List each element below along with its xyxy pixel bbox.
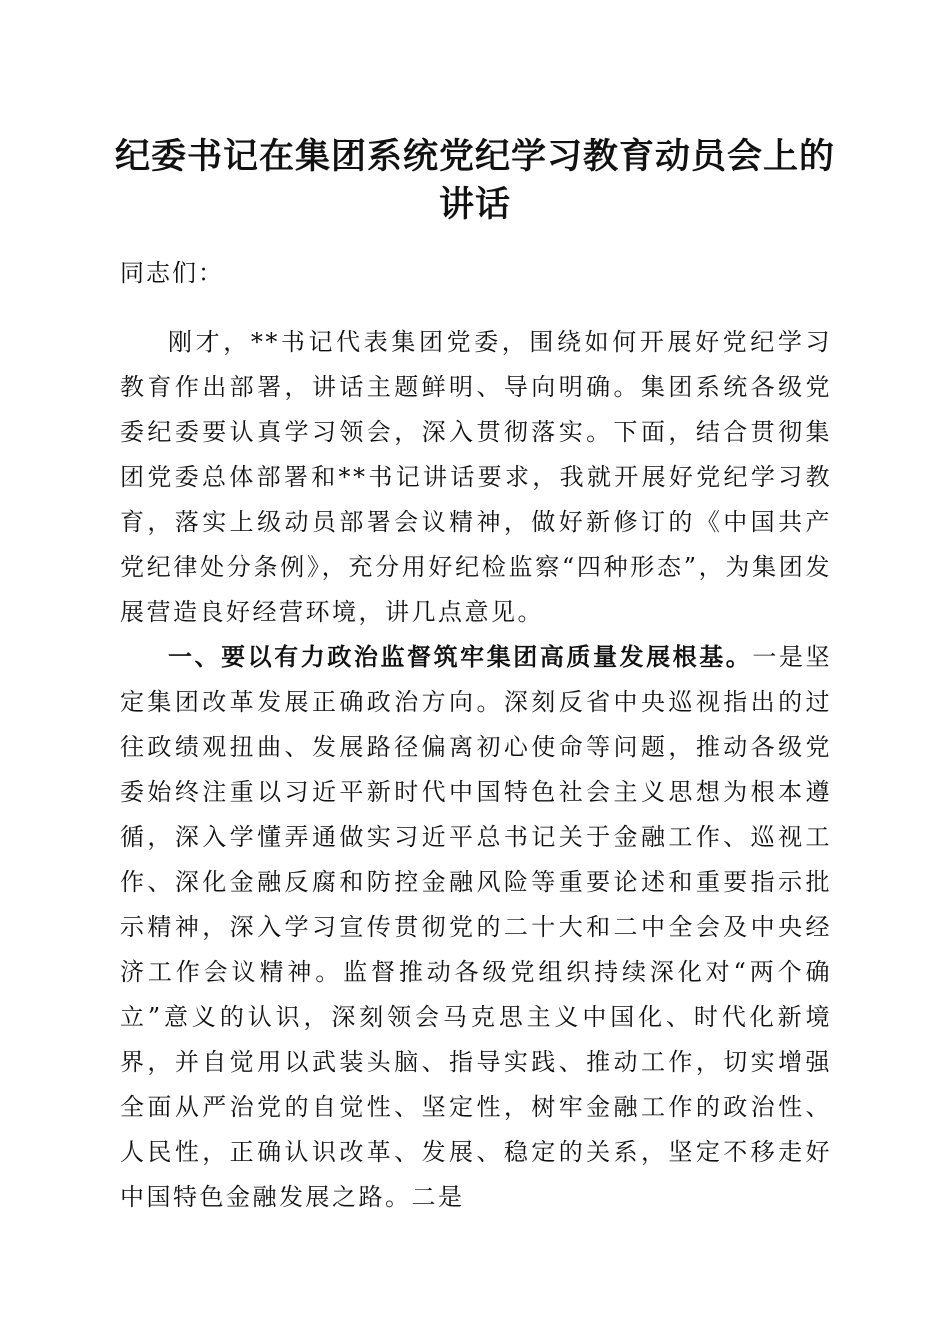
section-body: 一是坚定集团改革发展正确政治方向。深刻反省中央巡视指出的过往政绩观扭曲、发展路径偏离初心使命等问题，推动各级党委始终注重以习近平新时代中国特色社会主义思想为根本遵循，深入学懂弄通做实习近平总书记关于金融工作、巡视工作、深化金融反腐和防控金融风险等重要论述和重要指示批示精神，深入学习宣传贯彻党的二十大和二中全会及中央经济工作会议精神。监督推动各级党组织持续深化对“两个确立”意义的认识，深刻领会马克思主义中国化、时代化新境界，并自觉用以武装头脑、指导实践、推动工作，切实增强全面从严治党的自觉性、坚定性，树牢金融工作的政治性、人民性，正确认识改革、发展、稳定的关系，坚定不移走好中国特色金融发展之路。二是	[120, 643, 832, 1211]
page-title: 纪委书记在集团系统党纪学习教育动员会上的讲话	[114, 136, 835, 225]
paragraph-intro: 刚才，**书记代表集团党委，围绕如何开展好党纪学习教育作出部署，讲话主题鲜明、导向明确。集团系统各级党委纪委要认真学习领会，深入贯彻落实。下面，结合贯彻集团党委总体部署和**书记讲话要求，我就开展好党纪学习教育，落实上级动员部署会议精神，做好新修订的《中国共产党纪律处分条例》，充分用好纪检监察“四种形态”，为集团发展营造良好经营环境，讲几点意见。	[120, 328, 832, 626]
paragraph-section-one	[120, 635, 832, 1220]
salutation: 同志们：	[120, 259, 224, 287]
section-heading: 一、要以有力政治监督筑牢集团高质量发展根基。	[168, 643, 753, 671]
